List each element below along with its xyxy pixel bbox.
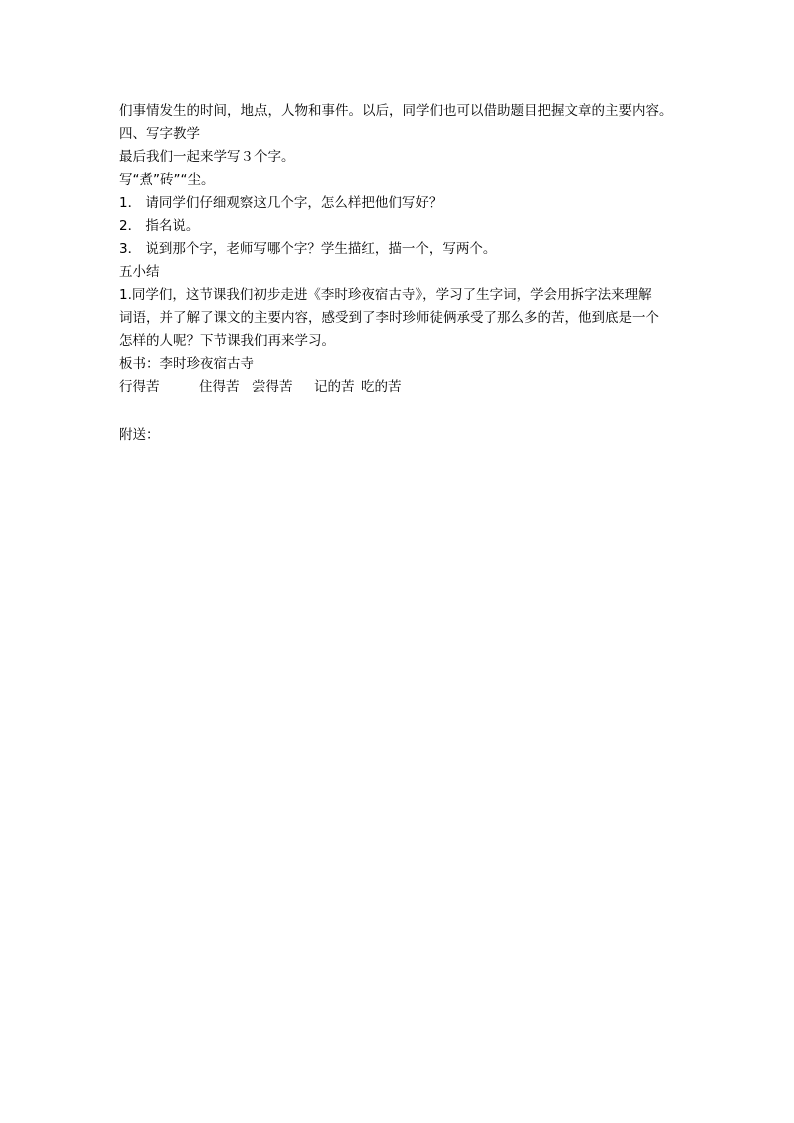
- text-line: 最后我们一起来学写３个字。: [119, 149, 295, 165]
- section-heading-summary: 五小结: [119, 264, 160, 280]
- board-item: 住得苦: [199, 379, 240, 395]
- text-line: 1.同学们，这节课我们初步走进《李时珍夜宿古寺》，学习了生字词，学会用拆字法来理解: [119, 287, 652, 303]
- text-line: 词语，并了解了课文的主要内容，感受到了李时珍师徒俩承受了那么多的苦，他到底是一个: [119, 310, 659, 326]
- text-line: 怎样的人呢？下节课我们再来学习。: [119, 333, 335, 349]
- section-heading-writing: 四、写字教学: [119, 126, 200, 142]
- board-item: 记的苦: [314, 379, 355, 395]
- appendix-label: 附送：: [119, 427, 160, 443]
- document-body: [119, 100, 679, 447]
- board-item: 行得苦: [119, 379, 160, 395]
- list-item: 3． 说到那个字，老师写哪个字？学生描红，描一个，写两个。: [119, 241, 497, 257]
- text-line: 写“煮”砖”“尘。: [119, 172, 215, 188]
- list-item: 2． 指名说。: [119, 218, 200, 234]
- board-title: 板书：李时珍夜宿古寺: [119, 356, 254, 372]
- text-line: 们事情发生的时间，地点，人物和事件。以后，同学们也可以借助题目把握文章的主要内容。: [119, 103, 673, 119]
- board-item: 尝得苦: [252, 379, 293, 395]
- list-item: 1． 请同学们仔细观察这几个字，怎么样把他们写好？: [119, 195, 443, 211]
- board-items: [119, 376, 679, 399]
- blank-line: [119, 399, 679, 424]
- board-item: 吃的苦: [361, 379, 402, 395]
